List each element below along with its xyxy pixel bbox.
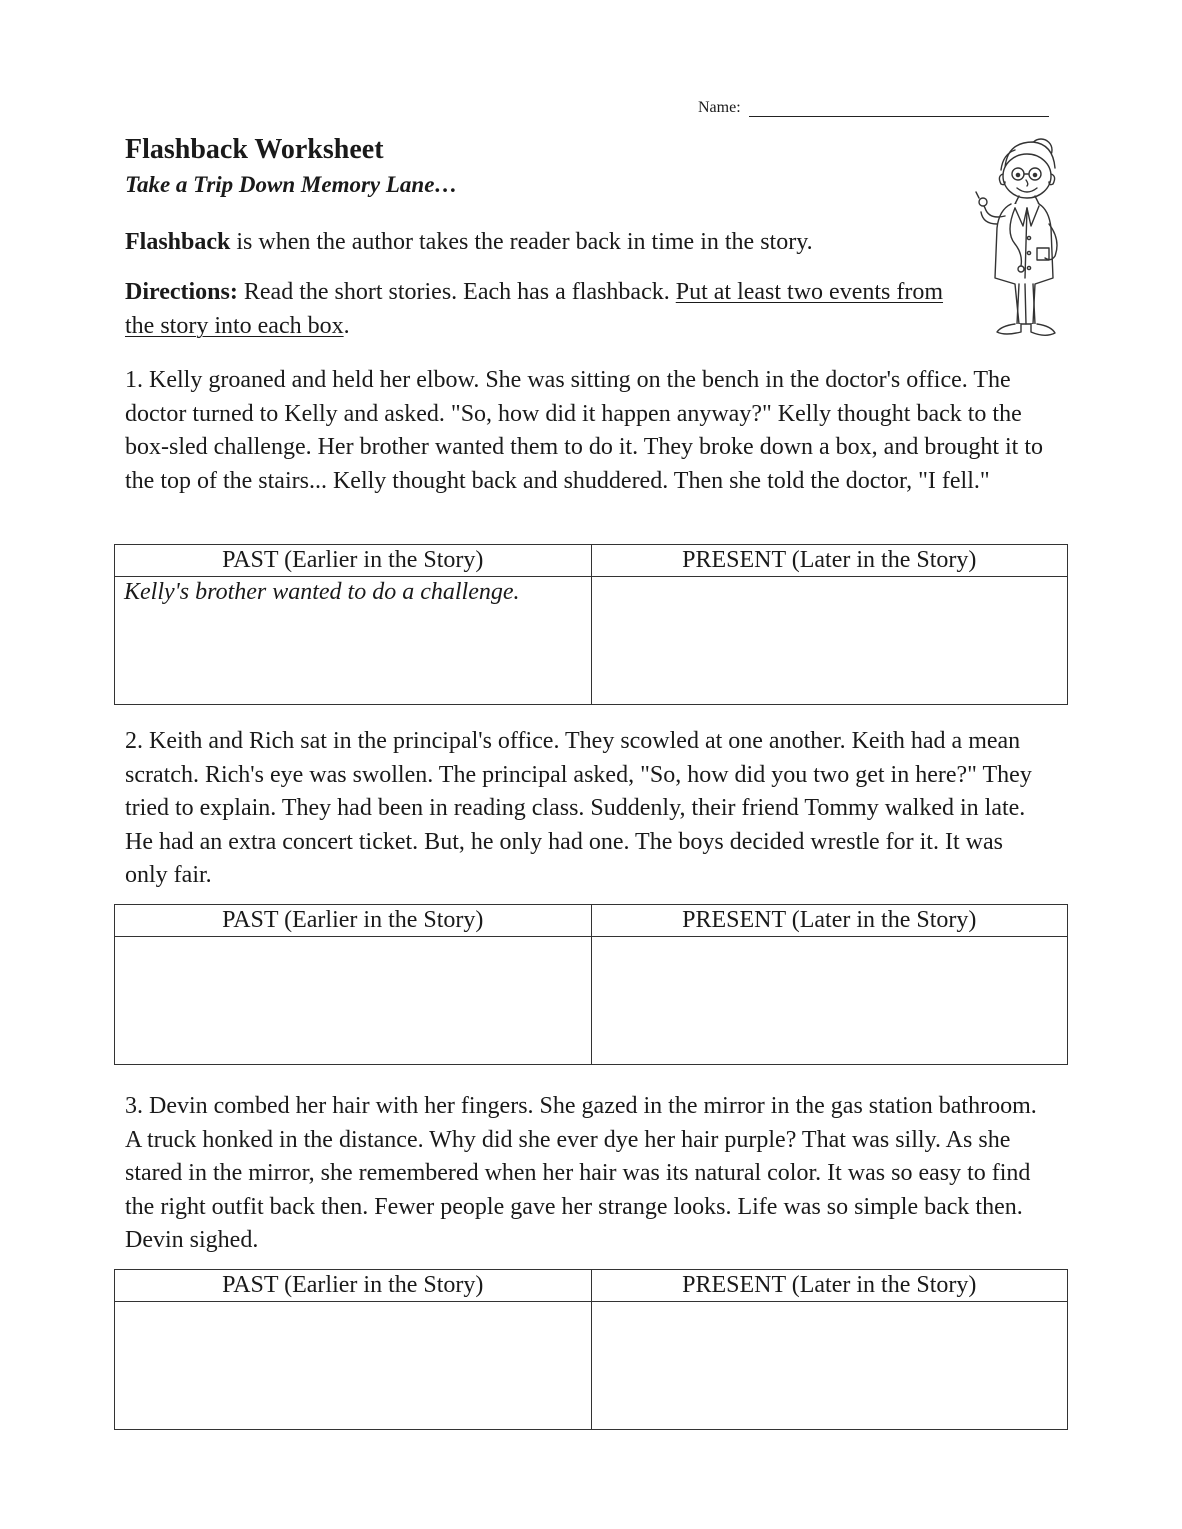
table-header-row <box>115 1270 1068 1302</box>
name-input-line[interactable] <box>749 98 1049 117</box>
name-field <box>698 98 1049 117</box>
past-column-header: PAST (Earlier in the Story) <box>115 545 592 577</box>
story-1-answer-table <box>114 544 1068 705</box>
page-subtitle: Take a Trip Down Memory Lane… <box>125 172 458 197</box>
present-answer-cell[interactable] <box>591 577 1068 705</box>
past-answer-cell[interactable] <box>115 1302 592 1430</box>
table-row <box>115 577 1068 705</box>
directions-end: . <box>343 312 350 339</box>
table-row <box>115 1302 1068 1430</box>
present-answer-cell[interactable] <box>591 1302 1068 1430</box>
table-row <box>115 937 1068 1065</box>
past-column-header: PAST (Earlier in the Story) <box>115 1270 592 1302</box>
directions-label: Directions: <box>125 279 238 305</box>
table-header-row <box>115 545 1068 577</box>
present-column-header: PRESENT (Later in the Story) <box>591 545 1068 577</box>
story-2-answer-table <box>114 904 1068 1065</box>
name-label: Name: <box>698 99 741 116</box>
directions-underlined: Put at least two events from the story into each box <box>125 279 944 339</box>
past-answer-cell[interactable]: Kelly's brother wanted to do a challenge. <box>115 577 592 705</box>
story-1-text: 1. Kelly groaned and held her elbow. She was sitting on the bench in the doctor's office. The doctor turned to Kelly and asked. "So, how did it happen anyway?" Kelly thought back to the box-sled challenge. Her brother wanted them to do it. They broke down a box, and brought it to the top of the stairs... Kelly thought back and shuddered. Then she told the doctor, "I fell." <box>125 367 1043 494</box>
page-title: Flashback Worksheet <box>125 134 384 165</box>
present-answer-cell[interactable] <box>591 937 1068 1065</box>
story-2-text: 2. Keith and Rich sat in the principal's office. They scowled at one another. Keith had a mean scratch. Rich's eye was swollen. The principal asked, "So, how did you two get in here?" They tried to explain. They had been in reading class. Suddenly, their friend Tommy walked in late. He had an extra concert ticket. But, he only had one. The boys decided wrestle for it. It was only fair. <box>125 728 1032 888</box>
past-column-header: PAST (Earlier in the Story) <box>115 905 592 937</box>
story-3-answer-table <box>114 1269 1068 1430</box>
table-header-row <box>115 905 1068 937</box>
directions-text <box>125 276 945 343</box>
present-column-header: PRESENT (Later in the Story) <box>591 905 1068 937</box>
past-answer-cell[interactable] <box>115 937 592 1065</box>
doctor-cartoon-icon <box>975 128 1075 343</box>
present-column-header: PRESENT (Later in the Story) <box>591 1270 1068 1302</box>
directions-body: Read the short stories. Each has a flashback. <box>237 279 676 305</box>
story-3-text: 3. Devin combed her hair with her fingers. She gazed in the mirror in the gas station bathroom. A truck honked in the distance. Why did she ever dye her hair purple? That was silly. As she stared in the mirror, she remembered when her hair was its natural color. It was so easy to find the right outfit back then. Fewer people gave her strange looks. Life was so simple back then. Devin sighed. <box>125 1093 1037 1253</box>
definition-body: is when the author takes the reader back in time in the story. <box>230 229 813 255</box>
definition-term: Flashback <box>125 229 231 255</box>
definition-text <box>125 226 925 260</box>
